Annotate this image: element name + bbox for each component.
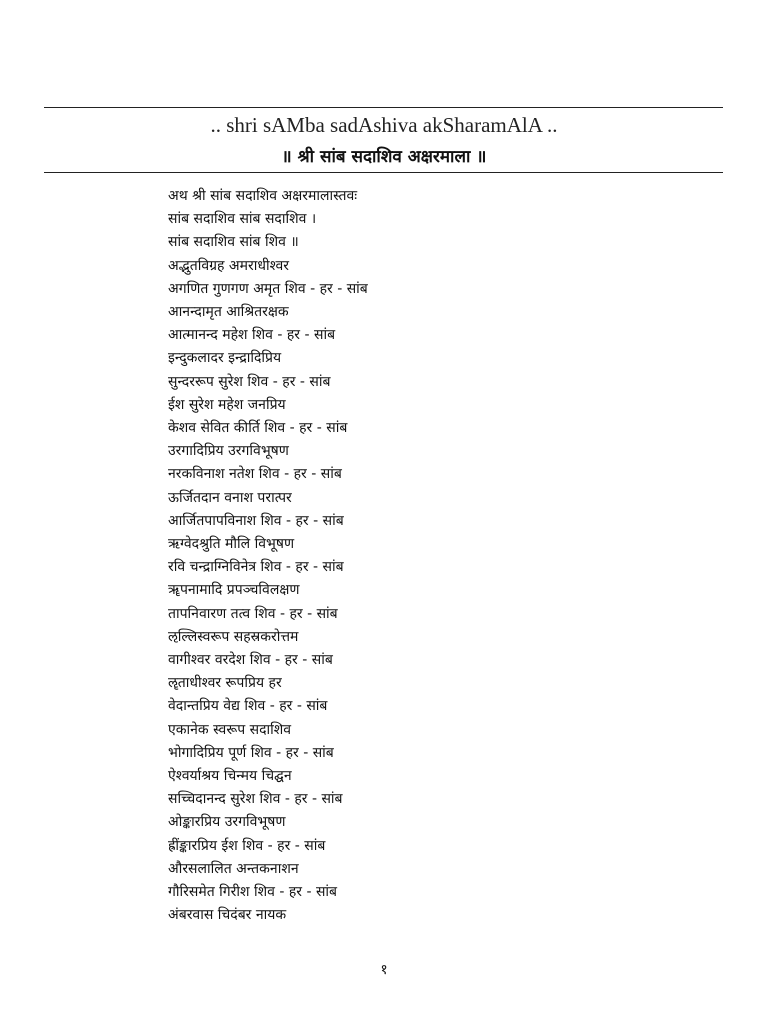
title-transliterated: .. shri sAMba sadAshiva akSharamAlA .. <box>210 113 558 137</box>
verse-list <box>168 185 368 928</box>
title-devanagari: ॥ श्री सांब सदाशिव अक्षरमाला ॥ <box>281 147 487 167</box>
page-number: १ <box>380 962 388 978</box>
verse-line: ईश सुरेश महेश जनप्रिय <box>168 396 286 413</box>
verse-line: ऋग्वेदश्रुति मौलि विभूषण <box>168 536 295 553</box>
verse-line: सांब सदाशिव सांब सदाशिव । <box>168 211 317 228</box>
verse-line: ॠपनामादि प्रपञ्चविलक्षण <box>168 582 300 599</box>
verse-line: वागीश्वर वरदेश शिव - हर - सांब <box>168 652 333 669</box>
verse-line: केशव सेवित कीर्ति शिव - हर - सांब <box>168 420 348 437</box>
verse-line: ऊर्जितदान वनाश परात्पर <box>168 489 292 506</box>
verse-line: गौरिसमेत गिरीश शिव - हर - सांब <box>168 884 338 901</box>
verse-line: अद्भुतविग्रह अमराधीश्वर <box>168 257 290 274</box>
verse-line: अथ श्री सांब सदाशिव अक्षरमालास्तवः <box>168 188 358 204</box>
verse-line: आनन्दामृत आश्रितरक्षक <box>168 304 289 321</box>
verse-line: भोगादिप्रिय पूर्ण शिव - हर - सांब <box>168 744 334 761</box>
verse-line: आर्जितपापविनाश शिव - हर - सांब <box>168 512 344 529</box>
bottom-rule <box>44 172 723 173</box>
verse-line: सुन्दररूप सुरेश शिव - हर - सांब <box>168 373 331 390</box>
verse-line: सांब सदाशिव सांब शिव ॥ <box>168 234 299 251</box>
verse-line: ॡताधीश्वर रूपप्रिय हर <box>168 675 282 692</box>
verse-line: औरसलालित अन्तकनाशन <box>168 860 299 877</box>
verse-line: तापनिवारण तत्व शिव - हर - सांब <box>168 605 338 622</box>
verse-line: अंबरवास चिदंबर नायक <box>168 907 287 924</box>
verse-line: उरगादिप्रिय उरगविभूषण <box>168 443 289 460</box>
verse-line: आत्मानन्द महेश शिव - हर - सांब <box>168 327 336 344</box>
verse-line: एकानेक स्वरूप सदाशिव <box>168 721 292 738</box>
verse-line: ऐश्वर्याश्रय चिन्मय चिद्घन <box>168 768 292 785</box>
verse-line: इन्दुकलादर इन्द्रादिप्रिय <box>168 350 282 367</box>
verse-line: अगणित गुणगण अमृत शिव - हर - सांब <box>168 280 368 297</box>
verse-line: ह्रींङ्कारप्रिय ईश शिव - हर - सांब <box>168 837 326 854</box>
verse-line: नरकविनाश नतेश शिव - हर - सांब <box>168 466 342 483</box>
verse-line: ऌल्लिस्वरूप सहस्रकरोत्तम <box>168 628 299 645</box>
verse-line: ओङ्कारप्रिय उरगविभूषण <box>168 814 286 831</box>
verse-line: वेदान्तप्रिय वेद्य शिव - हर - सांब <box>168 698 328 715</box>
verse-line: सच्चिदानन्द सुरेश शिव - हर - सांब <box>168 791 343 808</box>
verse-line: रवि चन्द्राग्निविनेत्र शिव - हर - सांब <box>168 559 344 576</box>
top-rule <box>44 107 723 108</box>
